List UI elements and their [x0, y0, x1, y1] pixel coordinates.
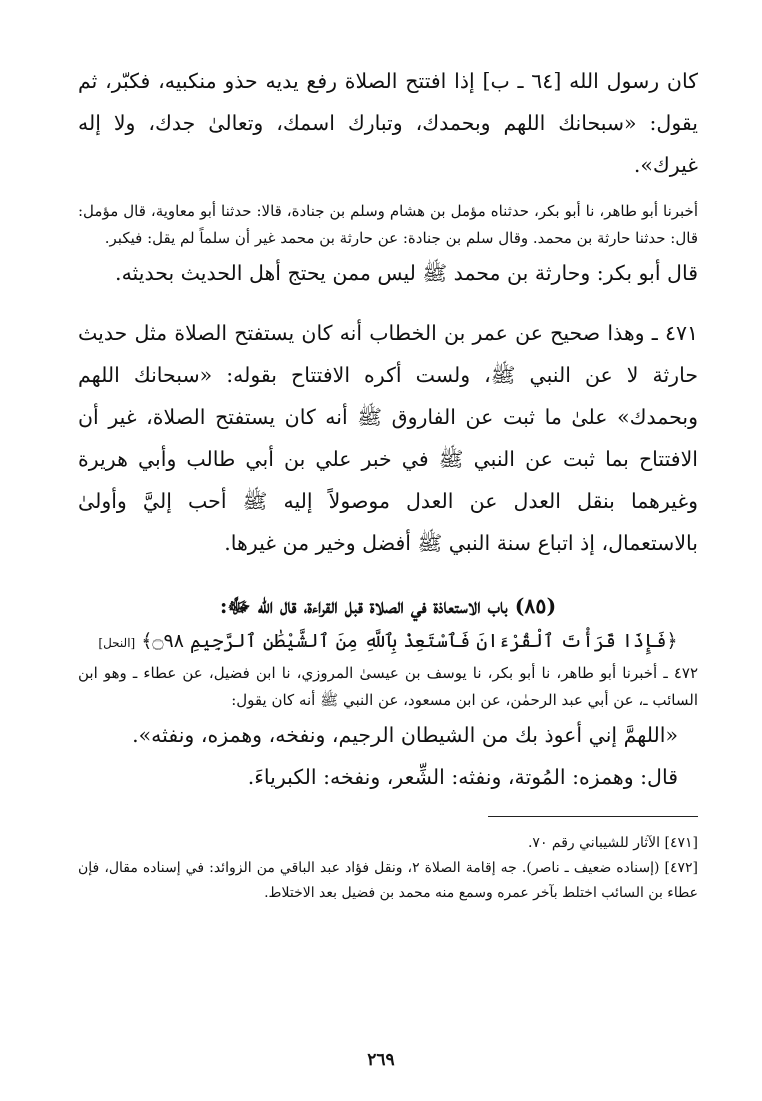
isnad-paragraph: أخبرنا أبو طاهر، نا أبو بكر، حدثناه مؤمل بن هشام وسلم بن جنادة، قالا: حدثنا أبو معاوية، قال مؤمل: قال: حدثنا حارثة بن محمد. وقال سلم بن جنادة: عن حارثة بن محمد غير أن سلماً لم يقل: فيكبر.: [78, 202, 698, 247]
page-number: ٢٦٩: [367, 1050, 395, 1070]
quran-verse: [78, 624, 698, 660]
verse-reference: [النحل]: [98, 636, 136, 650]
hadith-471: ٤٧١ ـ وهذا صحيح عن عمر بن الخطاب أنه كان يستفتح الصلاة مثل حديث حارثة لا عن النبي ﷺ، ولست أكره الافتتاح بقوله: «سبحانك اللهم وبحمدك» علىٰ ما ثبت عن الفاروق ﷺ أنه كان يستفتح الصلاة، غير أن الافتتاح بما ثبت عن النبي ﷺ في خبر علي بن أبي طالب وأبي هريرة وغيرهما بنقل العدل عن العدل موصولاً إليه ﷺ أحب إليَّ وأولىٰ بالاستعمال، إذ اتباع سنة النبي ﷺ أفضل وخير من غيرها.: [78, 321, 698, 555]
chapter-heading: (٨٥) باب الاستعاذة في الصلاة قبل القراءة، قال الله ﷻ:: [219, 594, 557, 618]
footnote-471: [٤٧١] الآثار للشيباني رقم ٧٠.: [527, 835, 698, 851]
hadith-472-explanation: قال: وهمزه: المُوتة، ونفثه: الشِّعر، ونفخه: الكبرياءَ.: [247, 765, 678, 789]
footnote-472: [٤٧٢] (إسناده ضعيف ـ ناصر). جه إقامة الصلاة ٢، ونقل فؤاد عبد الباقي من الزوائد: في إسناده مقال، فإن عطاء بن السائب اختلط بآخر عمره وسمع منه محمد بن فضيل بعد الاختلاط.: [78, 860, 698, 901]
commentary-paragraph: قال أبو بكر: وحارثة بن محمد ﷺ ليس ممن يحتج أهل الحديث بحديثه.: [115, 261, 698, 285]
hadith-472-isnad: ٤٧٢ ـ أخبرنا أبو طاهر، نا أبو بكر، نا يوسف بن عيسىٰ المروزي، نا ابن فضيل، عن عطاء ـ وهو ابن السائب ـ، عن أبي عبد الرحمٰن، عن ابن مسعود، عن النبي ﷺ أنه كان يقول:: [78, 664, 698, 709]
opening-paragraph: كان رسول الله [٦٤ ـ ب] إذا افتتح الصلاة رفع يديه حذو منكبيه، فكبّر، ثم يقول: «سبحانك اللهم وبحمدك، وتبارك اسمك، وتعالىٰ جدك، ولا إله غيرك».: [78, 69, 698, 177]
verse-text: ﴿فَإِذَا قَرَأْتَ ٱلْقُرْءَانَ فَٱسْتَعِذْ بِٱللَّهِ مِنَ ٱلشَّيْطَٰنِ ٱلرَّجِيمِ ۝٩٨﴾: [141, 630, 678, 652]
hadith-472-text: «اللهمَّ إني أعوذ بك من الشيطان الرجيم، ونفخه، وهمزه، ونفثه».: [132, 723, 678, 747]
page-body: [78, 60, 698, 906]
footnote-divider: [488, 816, 698, 817]
